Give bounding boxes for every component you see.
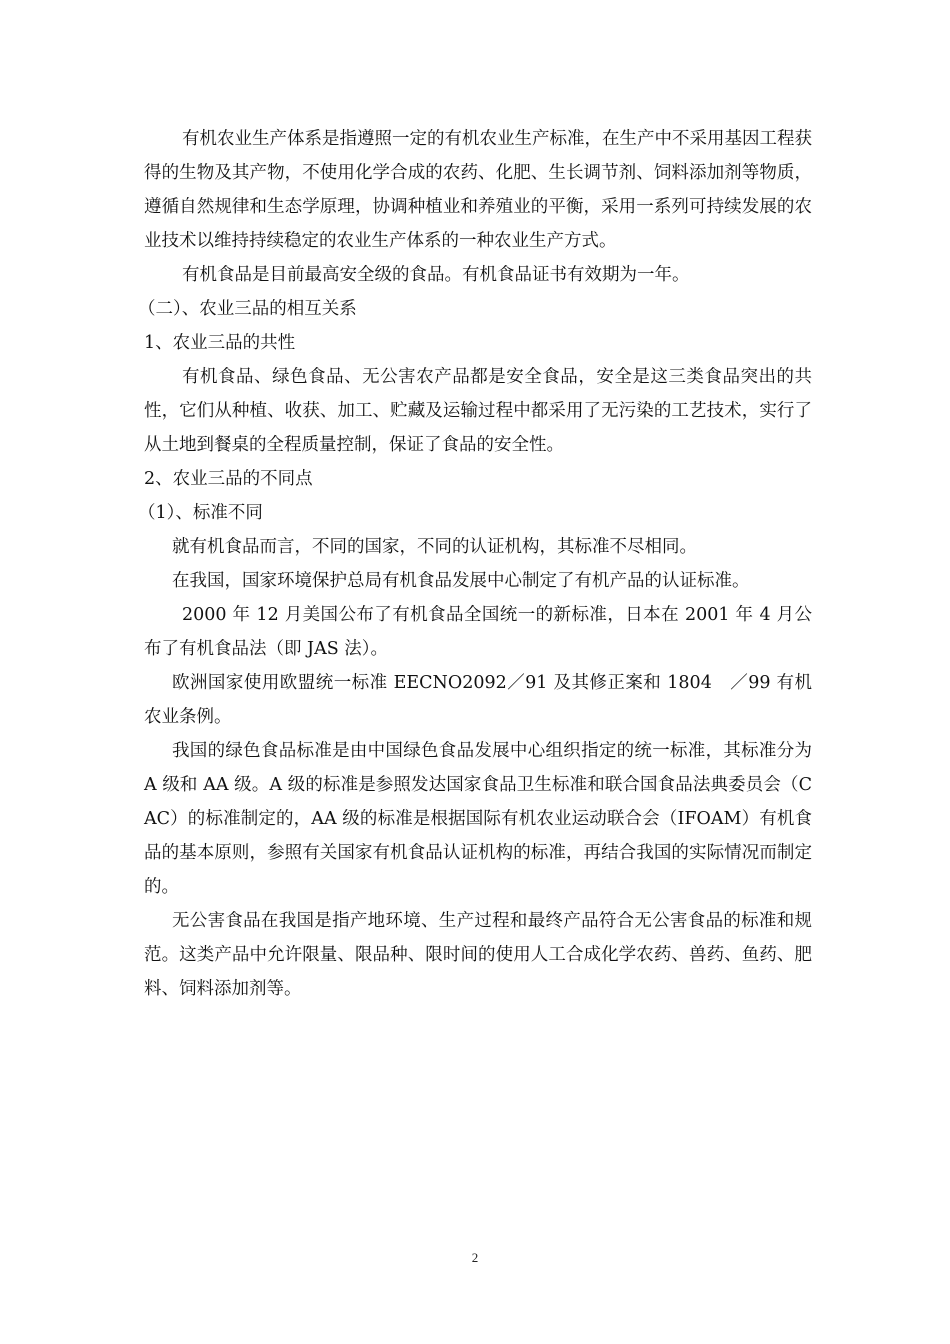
paragraph-organic-food-safety: 有机食品是目前最高安全级的食品。有机食品证书有效期为一年。 [182,265,690,285]
subsection-heading-commonality: 1、农业三品的共性 [144,333,296,353]
page-number: 2 [471,1250,479,1265]
paragraph-organic-agriculture-definition: 有机农业生产体系是指遵照一定的有机农业生产标准，在生产中不采用基因工程获得的生物及其产物，不使用化学合成的农药、化肥、生长调节剂、饲料添加剂等物质，遵循自然规律和生态学原理，协调种植业和养殖业的平衡，采用一系列可持续发展的农业技术以维持持续稳定的农业生产体系的一种农业生产方式。 [144,129,812,251]
paragraph-commonality: 有机食品、绿色食品、无公害农产品都是安全食品，安全是这三类食品突出的共性，它们从种植、收获、加工、贮藏及运输过程中都采用了无污染的工艺技术，实行了从土地到餐桌的全程质量控制，保证了食品的安全性。 [144,367,812,455]
paragraph-organic-standards-vary: 就有机食品而言，不同的国家，不同的认证机构，其标准不尽相同。 [172,537,697,557]
paragraph-pollution-free-food: 无公害食品在我国是指产地环境、生产过程和最终产品符合无公害食品的标准和规范。这类产品中允许限量、限品种、限时间的使用人工合成化学农药、兽药、鱼药、肥料、饲料添加剂等。 [144,911,812,999]
document-body [138,122,812,1006]
paragraph-china-organic-standard: 在我国，国家环境保护总局有机食品发展中心制定了有机产品的认证标准。 [172,571,750,591]
paragraph-us-japan-standards: 2000 年 12 月美国公布了有机食品全国统一的新标准，日本在 2001 年 4 月公布了有机食品法（即 JAS 法）。 [144,605,812,659]
item-heading-standards-differ: （1）、标准不同 [138,503,263,523]
paragraph-green-food-standard: 我国的绿色食品标准是由中国绿色食品发展中心组织指定的统一标准，其标准分为 A 级和 AA 级。A 级的标准是参照发达国家食品卫生标准和联合国食品法典委员会（CAC）的标准制定的，AA 级的标准是根据国际有机农业运动联合会（IFOAM）有机食品的基本原则，参照有关国家有机食品认证机构的标准，再结合我国的实际情况而制定的。 [144,741,812,897]
subsection-heading-differences: 2、农业三品的不同点 [144,469,313,489]
paragraph-eu-standard: 欧洲国家使用欧盟统一标准 EECNO2092／91 及其修正案和 1804 ／99 有机农业条例。 [144,673,812,727]
section-heading-relationship: （二）、农业三品的相互关系 [138,299,357,319]
